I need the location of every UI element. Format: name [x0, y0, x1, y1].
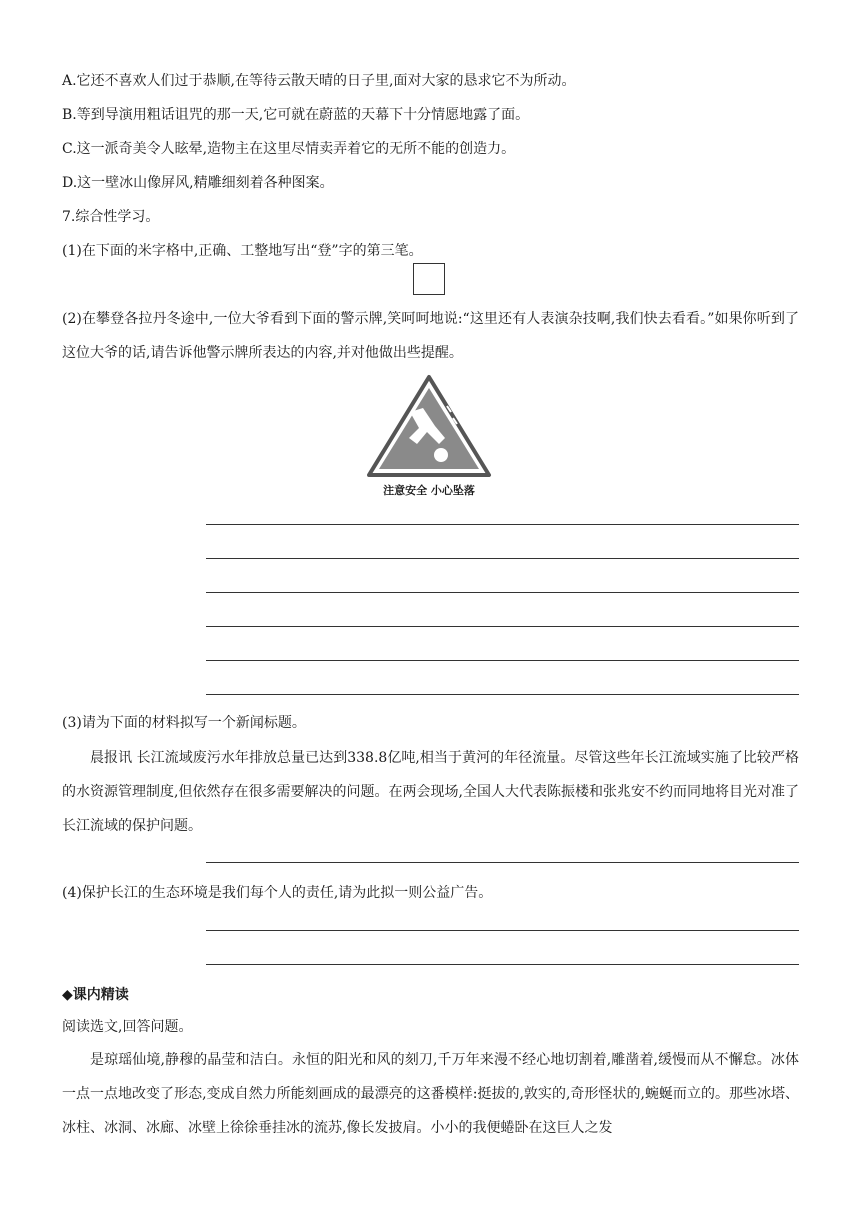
warning-sign-caption: 注意安全 小心坠落 — [383, 484, 475, 497]
question-7-2: (2)在攀登各拉丹冬途中,一位大爷看到下面的警示牌,笑呵呵地说:“这里还有人表演杂技啊,我们快去看看。”如果你听到了这位大爷的话,请告诉他警示牌所表达的内容,并对他做出些提醒。 — [62, 311, 799, 361]
mi-character-grid[interactable] — [413, 263, 445, 295]
option-a: A.它还不喜欢人们过于恭顺,在等待云散天晴的日子里,面对大家的恳求它不为所动。 — [62, 73, 576, 89]
answer-line[interactable] — [206, 862, 799, 863]
answer-line[interactable] — [206, 558, 799, 559]
reading-passage: 是琼瑶仙境,静穆的晶莹和洁白。永恒的阳光和风的刻刀,千万年来漫不经心地切割着,雕凿着,缓慢而从不懈怠。冰体一点一点地改变了形态,变成自然力所能刻画成的最漂亮的这番模样:挺拔的,敦实的,奇形怪状的,蜿蜒而立的。那些冰塔、冰柱、冰洞、冰廊、冰壁上徐徐垂挂冰的流苏,像长发披肩。小小的我便蜷卧在这巨人之发 — [62, 1052, 799, 1136]
section-title: ◆课内精读 — [62, 987, 129, 1003]
answer-line[interactable] — [206, 660, 799, 661]
reading-instruction: 阅读选文,回答问题。 — [62, 1019, 193, 1035]
question-7-3: (3)请为下面的材料拟写一个新闻标题。 — [62, 715, 306, 731]
question-7-4: (4)保护长江的生态环境是我们每个人的责任,请为此拟一则公益广告。 — [62, 885, 493, 901]
question-7-title: 7.综合性学习。 — [62, 209, 160, 225]
answer-line[interactable] — [206, 524, 799, 525]
answer-line[interactable] — [206, 626, 799, 627]
option-d: D.这一壁冰山像屏风,精雕细刻着各种图案。 — [62, 175, 334, 191]
option-c: C.这一派奇美令人眩晕,造物主在这里尽情卖弄着它的无所不能的创造力。 — [62, 141, 516, 157]
news-material: 晨报讯 长江流域废污水年排放总量已达到338.8亿吨,相当于黄河的年径流量。尽管这些年长江流域实施了比较严格的水资源管理制度,但依然存在很多需要解决的问题。在两会现场,全国人大代表陈振楼和张兆安不约而同地将目光对准了长江流域的保护问题。 — [62, 750, 799, 834]
answer-line[interactable] — [206, 930, 799, 931]
question-7-1: (1)在下面的米字格中,正确、工整地写出“登”字的第三笔。 — [62, 243, 423, 259]
answer-line[interactable] — [206, 592, 799, 593]
answer-line[interactable] — [206, 694, 799, 695]
answer-line[interactable] — [206, 964, 799, 965]
option-b: B.等到导演用粗话诅咒的那一天,它可就在蔚蓝的天幕下十分情愿地露了面。 — [62, 107, 530, 123]
